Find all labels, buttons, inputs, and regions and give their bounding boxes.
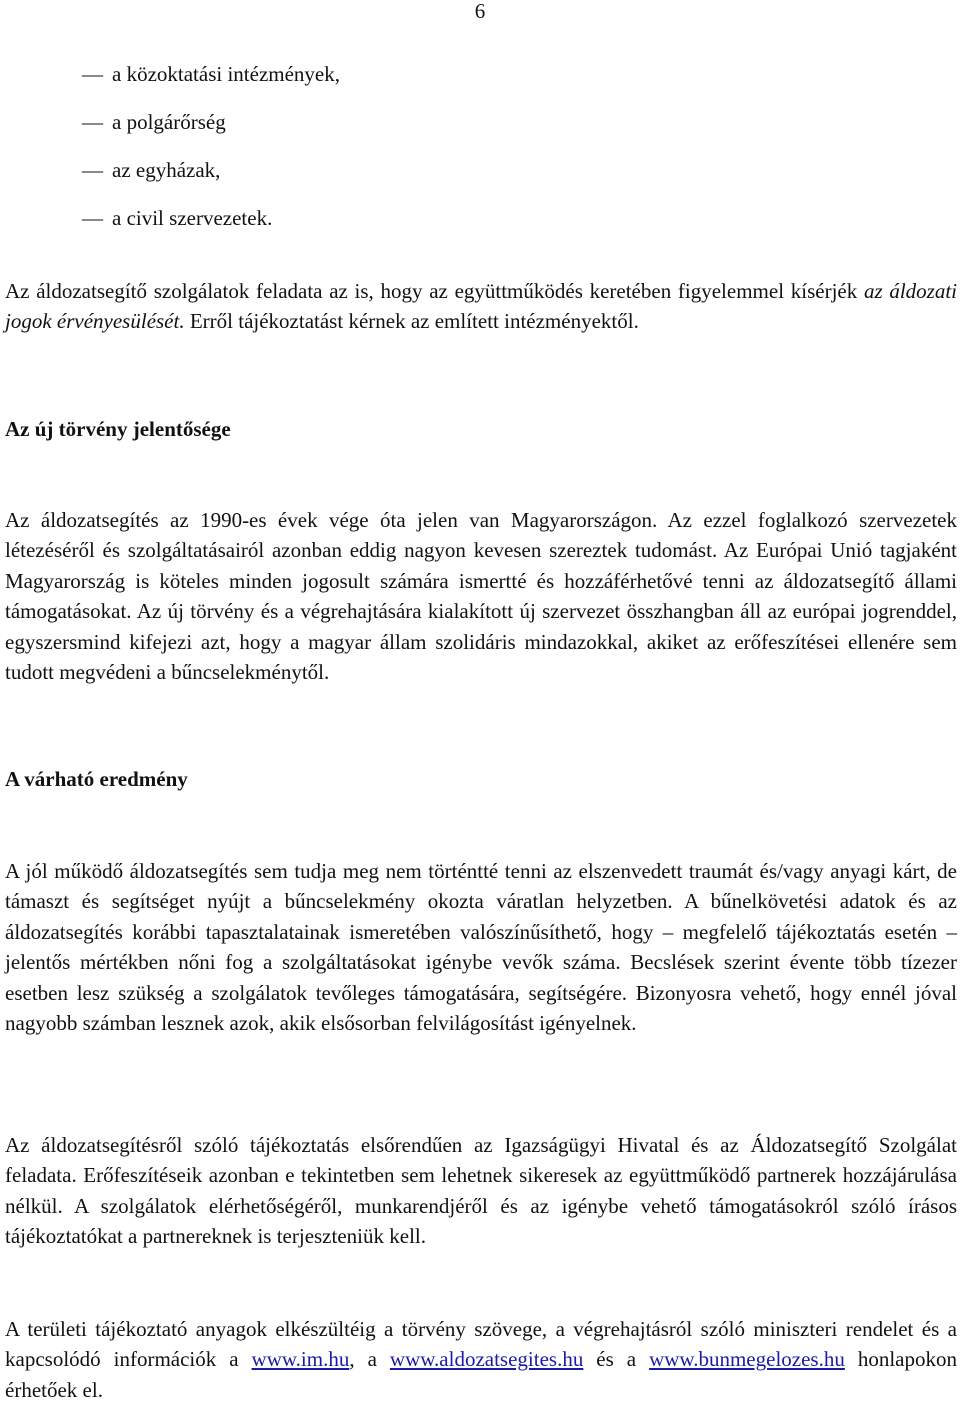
link-aldozatsegites[interactable]: www.aldozatsegites.hu [389,1347,584,1372]
bullet-dash: — [82,206,103,230]
paragraph-cooperation [5,276,957,337]
paragraph-text: és a [583,1347,650,1372]
paragraph-text: honlapokon érhetőek el. [5,1347,957,1402]
bullet-dash: — [82,110,103,134]
paragraph-websites [5,1314,957,1405]
bullet-dash: — [82,158,103,182]
list-item [82,107,340,155]
paragraph-text: , a [349,1347,390,1372]
paragraph-information: Az áldozatsegítésről szóló tájékoztatás elsőrendűen az Igazságügyi Hivatal és az Áldozatsegítő Szolgálat feladata. Erőfeszítéseik azonban e tekintetben sem lehetnek sikeresek az együttműködő partnerek hozzájárulása nélkül. A szolgálatok elérhetőségéről, munkarendjéről és az igénybe vehető támogatásokról szóló írásos tájékoztatókat a partnereknek is terjeszteniük kell. [5,1133,957,1249]
paragraph-expected-result: A jól működő áldozatsegítés sem tudja meg nem történtté tenni az elszenvedett traumát és/vagy anyagi kárt, de támaszt és segítséget nyújt a bűncselekmény okozta váratlan helyzetben. A bűnelkövetési adatok és az áldozatsegítés korábbi tapasztalatainak ismeretében valószínűsíthető, hogy – megfelelő tájékoztatás esetén – jelentős mértékben nőni fog a szolgáltatásokat igénybe vevők száma. Becslések szerint évente több tízezer esetben lesz szükség a szolgálatok tevőleges támogatására, segítségére. Bizonyosra vehető, hogy ennél jóval nagyobb számban lesznek azok, akik elsősorban felvilágosítást igényelnek. [5,859,957,1036]
list-item-text: a közoktatási intézmények, [112,62,340,86]
bullet-dash: — [82,62,103,86]
list-item-text: az egyházak, [112,158,221,182]
page-number: 6 [474,0,486,23]
list-item [82,203,340,251]
paragraph-text: A területi tájékoztató anyagok elkészültéig a törvény szövege, a végrehajtásról szóló miniszteri rendelet és a kapcsolódó információk a [5,1317,957,1372]
list-item-text: a polgárőrség [112,110,226,134]
institution-list [82,59,340,251]
list-item [82,155,340,203]
section-heading-new-law: Az új törvény jelentősége [5,417,231,441]
paragraph-text: Erről tájékoztatást kérnek az említett intézményektől. [184,309,639,334]
link-bunmegelozes[interactable]: www.bunmegelozes.hu [649,1347,845,1372]
list-item-text: a civil szervezetek. [112,206,273,230]
paragraph-new-law: Az áldozatsegítés az 1990-es évek vége óta jelen van Magyarországon. Az ezzel foglalkozó szervezetek létezéséről és szolgáltatásairól azonban eddig nagyon kevesen szereztek tudomást. Az Európai Unió tagjaként Magyarország is köteles minden jogosult számára ismertté és hozzáférhetővé tenni az áldozatsegítő állami támogatásokat. Az új törvény és a végrehajtására kialakított új szervezet összhangban áll az európai jogrenddel, egyszersmind kifejezi azt, hogy a magyar állam szolidáris mindazokkal, akiket az erőfeszítései ellenére sem tudott megvédeni a bűncselekménytől. [5,508,957,685]
section-heading-expected-result: A várható eredmény [5,767,188,791]
paragraph-text: Az áldozatsegítő szolgálatok feladata az is, hogy az együttműködés keretében figyelemmel kísérjék [5,279,864,303]
list-item [82,59,340,107]
emphasis-text: az áldozati jogok érvényesülését. [5,279,957,334]
link-im[interactable]: www.im.hu [251,1347,350,1372]
